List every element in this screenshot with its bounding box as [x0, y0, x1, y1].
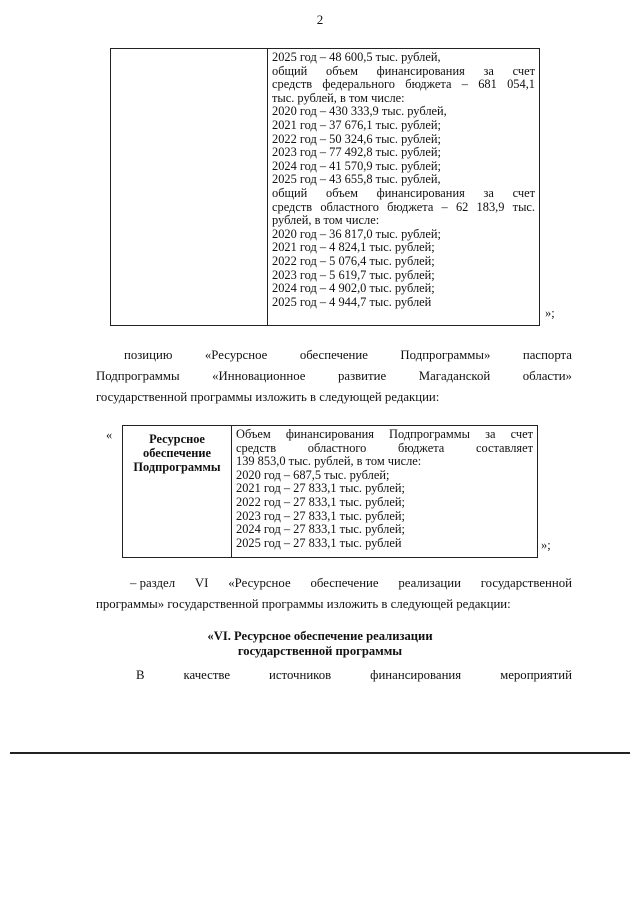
word: развитие [337, 369, 387, 383]
word: государственной [480, 576, 572, 590]
table-line: 2024 год – 27 833,1 тыс. рублей; [236, 522, 405, 537]
label-line: обеспечение [143, 446, 211, 460]
table-line: 2021 год – 4 824,1 тыс. рублей; [272, 240, 435, 255]
word: – раздел [130, 576, 176, 590]
label-line: Ресурсное [149, 432, 205, 446]
word: качестве [183, 668, 231, 682]
table-line: 2021 год – 27 833,1 тыс. рублей; [236, 481, 405, 496]
word: Подпрограммы [96, 369, 180, 383]
page-number: 2 [316, 12, 324, 27]
table-label-cell-empty [111, 49, 268, 325]
table-line: 2025 год – 48 600,5 тыс. рублей, [272, 50, 441, 64]
table-line: общий объем финансирования за счет [272, 63, 535, 78]
table2-opening-quote: « [106, 428, 113, 442]
table-line: 139 853,0 тыс. рублей, в том числе: [236, 454, 422, 469]
paragraph2-line1 [130, 576, 572, 591]
table-value-cell [232, 426, 537, 557]
table1-closing-quote: »; [545, 306, 555, 320]
word: позицию [124, 348, 173, 362]
word: «Ресурсное [228, 576, 291, 590]
word: реализации [398, 576, 461, 590]
table-line: 2023 год – 27 833,1 тыс. рублей; [236, 508, 405, 523]
page-bottom-rule [10, 752, 630, 754]
table-line: средств областного бюджета составляет [236, 440, 533, 455]
subprogram-resources-table [122, 425, 538, 558]
table-line: 2023 год – 77 492,8 тыс. рублей; [272, 145, 441, 160]
word: обеспечение [310, 576, 379, 590]
table-line: 2022 год – 5 076,4 тыс. рублей; [272, 253, 435, 268]
table-line: 2020 год – 687,5 тыс. рублей; [236, 467, 390, 482]
table-line: 2023 год – 5 619,7 тыс. рублей; [272, 267, 435, 282]
table-line: 2022 год – 50 324,6 тыс. рублей; [272, 131, 441, 146]
table-line: 2025 год – 27 833,1 тыс. рублей [236, 535, 402, 550]
table-line: 2024 год – 4 902,0 тыс. рублей; [272, 281, 435, 296]
table-line: 2020 год – 430 333,9 тыс. рублей, [272, 104, 447, 119]
table-line: 2022 год – 27 833,1 тыс. рублей; [236, 494, 405, 509]
table-line: 2024 год – 41 570,9 тыс. рублей; [272, 158, 441, 173]
word: паспорта [522, 348, 572, 362]
word: обеспечение [299, 348, 368, 362]
paragraph2-line2: программы» государственной программы изложить в следующей редакции: [96, 597, 511, 611]
word: источников [269, 668, 332, 682]
paragraph1-line1 [124, 348, 572, 363]
table-line: 2025 год – 4 944,7 тыс. рублей [272, 294, 432, 309]
word: VI [194, 576, 209, 590]
word: финансирования [370, 668, 462, 682]
paragraph1-line2 [96, 369, 572, 384]
table-label-cell [123, 426, 232, 557]
word: области» [522, 369, 572, 383]
table-line: 2020 год – 36 817,0 тыс. рублей; [272, 226, 441, 241]
word: «Инновационное [212, 369, 306, 383]
table-line: средств федерального бюджета – 681 054,1 [272, 77, 535, 92]
word: Подпрограммы» [400, 348, 491, 362]
table-line: 2025 год – 43 655,8 тыс. рублей, [272, 172, 441, 187]
table-line: рублей, в том числе: [272, 213, 380, 228]
word: мероприятий [500, 668, 572, 682]
word: Магаданской [418, 369, 491, 383]
table-line: 2021 год – 37 676,1 тыс. рублей; [272, 117, 441, 132]
financing-table-continued [110, 48, 540, 326]
section-heading-line2: государственной программы [237, 644, 403, 658]
table2-closing-quote: »; [541, 538, 551, 552]
paragraph3-line1 [136, 668, 572, 683]
table-line: тыс. рублей, в том числе: [272, 90, 405, 105]
table-line: Объем финансирования Подпрограммы за счет [236, 427, 533, 441]
table-line: средств областного бюджета – 62 183,9 тыс. [272, 199, 535, 214]
word: «Ресурсное [204, 348, 268, 362]
word: В [136, 668, 145, 682]
section-heading-line1: «VI. Ресурсное обеспечение реализации [207, 629, 433, 643]
paragraph1-line3: государственной программы изложить в следующей редакции: [96, 390, 440, 404]
table-value-cell [268, 49, 539, 325]
label-line: Подпрограммы [133, 460, 221, 474]
table-line: общий объем финансирования за счет [272, 185, 535, 200]
